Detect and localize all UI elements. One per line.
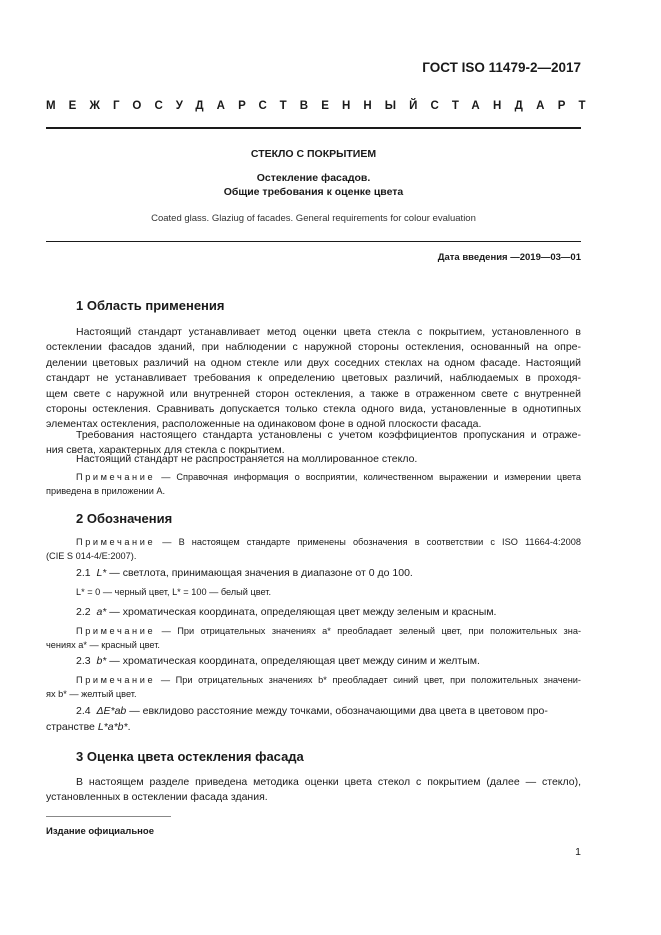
paragraph-line: делении цветовых различий на одном стекле или двух соседних стеклах на одном фасаде. Настоящий xyxy=(46,356,581,369)
note-text: — Справочная информация о восприятии, количественном выражении и измерении цвета xyxy=(155,472,581,482)
paragraph-line: Требования настоящего стандарта установлены с учетом коэффициентов пропускания и отраже- xyxy=(76,429,581,441)
note-line xyxy=(46,471,581,485)
definition-2-3-note xyxy=(46,674,581,701)
note-label: Примечание xyxy=(76,626,156,636)
paragraph-line: остеклении фасадов зданий, при наблюдении с наружной стороны остекления, основанный на опре- xyxy=(46,341,581,354)
paragraph-line: элементах остекления, расположенные на одинаковом фоне в одной плоскости фасада. xyxy=(46,418,482,431)
paragraph-line: стороны остекления. Сравнивать допускается только стекла одного вида, установленные в однотипных xyxy=(46,403,581,416)
symbol-b: b* xyxy=(96,655,107,667)
page-number: 1 xyxy=(575,846,581,858)
official-edition-label: Издание официальное xyxy=(46,826,154,837)
definition-2-1-note: L* = 0 — черный цвет, L* = 100 — белый цвет. xyxy=(76,587,272,597)
standard-banner xyxy=(46,100,599,112)
paragraph-line: В настоящем разделе приведена методика оценки цвета стекол с покрытием (далее — стекло), xyxy=(76,776,581,788)
middle-rule xyxy=(46,241,581,242)
section-1-heading: 1 Область применения xyxy=(76,298,225,313)
paragraph-line: стандарт не устанавливает требования к определению цветовых различий, наблюдаемых в проходя- xyxy=(46,372,581,385)
section-1-paragraph-1 xyxy=(46,325,581,433)
item-number: 2.1 xyxy=(76,567,91,579)
definition-2-4 xyxy=(76,704,548,719)
note-text: — При отрицательных значениях a* преобладает зеленый цвет, при положительных зна- xyxy=(155,626,581,636)
definition-text: — хроматическая координата, определяющая цвет между зеленым и красным. xyxy=(106,606,497,618)
definition-end: . xyxy=(127,721,131,733)
paragraph-line: щем свете с наружной или внутренней сторон остекления, а также в отраженном свете с внутренней xyxy=(46,387,581,400)
note-line: приведена в приложении А. xyxy=(46,485,166,496)
paragraph-line: установленных в остеклении фасада здания. xyxy=(46,791,268,804)
section-3-paragraph xyxy=(46,775,581,806)
section-2-heading: 2 Обозначения xyxy=(76,511,173,526)
item-number: 2.4 xyxy=(76,705,91,717)
banner-word-1: МЕЖГОСУДАРСТВЕННЫЙ xyxy=(46,100,431,112)
note-label: Примечание xyxy=(76,675,156,685)
section-1-note xyxy=(46,471,581,498)
document-title: СТЕКЛО С ПОКРЫТИЕМ xyxy=(250,148,377,160)
item-number: 2.3 xyxy=(76,655,91,667)
note-line xyxy=(46,536,581,550)
note-line: (CIE S 014-4/E:2007). xyxy=(46,550,137,561)
item-number: 2.2 xyxy=(76,606,91,618)
definition-2-3 xyxy=(76,654,480,669)
symbol-lab: L*a*b* xyxy=(97,721,128,733)
paragraph-line: ния света, характерных для стекла с покрытием. xyxy=(46,444,285,457)
note-text: — При отрицательных значениях b* преобладает синий цвет, при положительных значени- xyxy=(155,675,581,685)
symbol-a: a* xyxy=(96,606,107,618)
note-line xyxy=(46,625,581,639)
note-text: — В настоящем стандарте применены обозначения в соответствии с ISO 11664-4:2008 xyxy=(155,537,581,547)
subtitle-line-1: Остекление фасадов. xyxy=(256,172,371,184)
section-3-heading: 3 Оценка цвета остекления фасада xyxy=(76,749,304,764)
footer-rule xyxy=(46,816,171,817)
definition-2-2-note xyxy=(46,625,581,652)
banner-word-2: СТАНДАРТ xyxy=(430,100,599,112)
definition-2-4-continued xyxy=(46,720,131,735)
definition-text: — светлота, принимающая значения в диапазоне от 0 до 100. xyxy=(106,567,413,579)
section-2-note xyxy=(46,536,581,563)
note-line: чениях a* — красный цвет. xyxy=(46,639,160,650)
english-title: Coated glass. Glaziug of facades. General requirements for colour evaluation xyxy=(151,213,476,224)
note-label: Примечание xyxy=(76,472,156,482)
paragraph-line: Настоящий стандарт не распространяется на моллированное стекло. xyxy=(76,453,418,465)
paragraph-line: Настоящий стандарт устанавливает метод оценки цвета стекла с покрытием, установленного в xyxy=(76,326,581,338)
symbol-l: L* xyxy=(96,567,107,579)
note-label: Примечание xyxy=(76,537,156,547)
definition-2-2 xyxy=(76,605,496,620)
effective-date: Дата введения —2019—03—01 xyxy=(437,252,581,263)
doc-number: ГОСТ ISO 11479-2—2017 xyxy=(422,60,581,75)
top-rule xyxy=(46,127,581,129)
definition-text: странстве xyxy=(46,721,98,733)
note-line: ях b* — желтый цвет. xyxy=(46,688,137,699)
subtitle-line-2: Общие требования к оценке цвета xyxy=(223,186,404,198)
section-1-paragraph-3 xyxy=(46,452,581,467)
definition-2-1 xyxy=(76,566,413,581)
definition-text: — евклидово расстояние между точками, обозначающими два цвета в цветовом про- xyxy=(126,705,548,717)
definition-text: — хроматическая координата, определяющая цвет между синим и желтым. xyxy=(106,655,480,667)
note-line xyxy=(46,674,581,688)
symbol-delta-e: ΔE*ab xyxy=(96,705,127,717)
